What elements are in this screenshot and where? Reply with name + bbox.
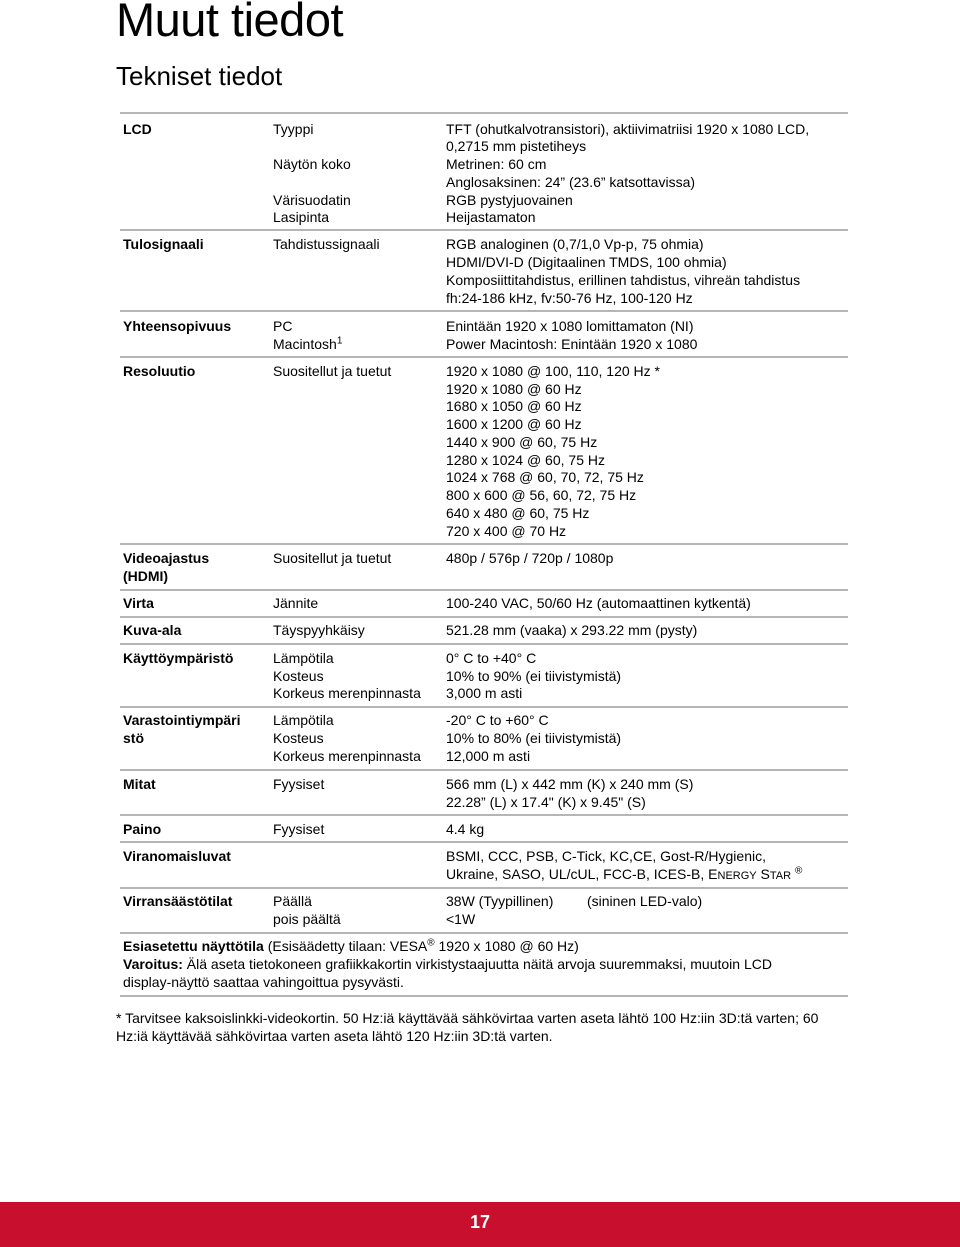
spec-label-weight: Paino [123,821,162,837]
spec-sublabel-temperature: Lämpötila [273,712,334,728]
footnote: * Tarvitsee kaksoislinkki-videokortin. 50 Hz:iä käyttävää sähkövirtaa varten aseta lähtö 100 Hz:iin 3D:tä varten; 60 [116,1010,819,1026]
footnote-cont: Hz:iä käyttävää sähkövirtaa varten aseta lähtö 120 Hz:iin 3D:tä varten. [116,1028,553,1044]
spec-label-compat: Yhteensopivuus [123,318,232,334]
spec-label-resolution: Resoluutio [123,363,196,379]
spec-sublabel-sync: Tahdistussignaali [273,236,380,252]
row-divider [120,616,848,618]
spec-value-input-line: HDMI/DVI-D (Digitaalinen TMDS, 100 ohmia) [446,254,727,270]
row-divider [120,706,848,708]
resolution-mode: 1920 x 1080 @ 60 Hz [446,381,582,397]
spec-value-altitude: 12,000 m asti [446,748,531,764]
spec-label-display-area: Kuva-ala [123,622,182,638]
page-number: 17 [469,1212,491,1232]
resolution-mode: 1920 x 1080 @ 100, 110, 120 Hz * [446,363,660,379]
resolution-mode: 1440 x 900 @ 60, 75 Hz [446,434,598,450]
resolution-mode: 720 x 400 @ 70 Hz [446,523,567,539]
spec-value-power: 100-240 VAC, 50/60 Hz (automaattinen kytkentä) [446,595,751,611]
spec-value-dimensions-in: 22.28” (L) x 17.4" (K) x 9.45" (S) [446,794,646,810]
spec-value-mac: Power Macintosh: Enintään 1920 x 1080 [446,336,698,352]
row-divider [120,643,848,645]
spec-value-on-note: (sininen LED-valo) [587,893,703,909]
spec-value-display-area: 521.28 mm (vaaka) x 293.22 mm (pysty) [446,622,698,638]
spec-value-regulations-1: BSMI, CCC, PSB, C-Tick, KC,CE, Gost-R/Hygienic, [446,848,766,864]
spec-value-filter: RGB pystyjuovainen [446,192,573,208]
row-divider [120,841,848,843]
spec-sublabel-recommended: Suositellut ja tuetut [273,550,392,566]
spec-sublabel-type: Tyyppi [273,121,314,137]
row-divider [120,543,848,545]
spec-label-video-timing: Videoajastus [123,550,210,566]
spec-label-dimensions: Mitat [123,776,156,792]
resolution-mode: 800 x 600 @ 56, 60, 72, 75 Hz [446,487,637,503]
row-divider [120,887,848,889]
spec-value-off: <1W [446,911,476,927]
spec-value-humidity: 10% to 90% (ei tiivistymistä) [446,668,622,684]
spec-sublabel-on: Päällä [273,893,312,909]
resolution-mode: 1280 x 1024 @ 60, 75 Hz [446,452,605,468]
spec-label-lcd: LCD [123,121,152,137]
spec-value-pc: Enintään 1920 x 1080 lomittamaton (NI) [446,318,694,334]
spec-sublabel-physical: Fyysiset [273,821,325,837]
row-divider [120,769,848,771]
spec-label-regulations: Viranomaisluvat [123,848,231,864]
row-divider [120,356,848,358]
spec-sublabel-mac: Macintosh$^1$ [273,335,343,352]
spec-label-storage-2: stö [123,730,144,746]
spec-value-on: 38W (Tyypillinen) [446,893,554,909]
spec-sublabel-filter: Värisuodatin [273,192,351,208]
row-divider [120,229,848,231]
spec-value-temperature: 0° C to +40° C [446,650,537,666]
resolution-mode: 1024 x 768 @ 60, 70, 72, 75 Hz [446,469,644,485]
spec-value-weight: 4.4 kg [446,821,485,837]
spec-sublabel-full-scan: Täyspyyhkäisy [273,622,365,638]
spec-value-size-2: Anglosaksinen: 24” (23.6” katsottavissa) [446,174,696,190]
resolution-mode: 1680 x 1050 @ 60 Hz [446,398,582,414]
spec-sublabel-humidity: Kosteus [273,668,324,684]
spec-sublabel-voltage: Jännite [273,595,319,611]
spec-value-input-line: Komposiittitahdistus, erillinen tahdistus, vihreän tahdistus [446,272,801,288]
spec-value-regulations-2: Ukraine, SASO, UL/cUL, FCC-B, ICES-B, ENERGY STAR ® [446,865,803,882]
spec-value-type-2: 0,2715 mm pistetiheys [446,138,587,154]
page-title: Muut tiedot [116,0,344,46]
spec-sublabel-off: pois päältä [273,911,341,927]
row-divider [120,589,848,591]
spec-sublabel-altitude: Korkeus merenpinnasta [273,748,421,764]
section-title: Tekniset tiedot [116,61,283,91]
warning-note-cont: display-näyttö saattaa vahingoittua pysyvästi. [123,974,404,990]
warning-note: Varoitus: Älä aseta tietokoneen grafiikkakortin virkistystaajuutta näitä arvoja suuremmaksi, muutoin LCD [123,956,772,972]
spec-label-power-saving: Virransäästötilat [123,893,233,909]
spec-sublabel-physical: Fyysiset [273,776,325,792]
spec-label-storage: Varastointiympäri [123,712,241,728]
spec-sublabel-altitude: Korkeus merenpinnasta [273,685,421,701]
row-divider [120,310,848,312]
row-divider [120,814,848,816]
spec-label-video-timing-2: (HDMI) [123,568,169,584]
spec-label-power: Virta [123,595,154,611]
spec-sublabel-pc: PC [273,318,293,334]
spec-value-size-1: Metrinen: 60 cm [446,156,547,172]
spec-label-operating: Käyttöympäristö [123,650,234,666]
spec-value-altitude: 3,000 m asti [446,685,523,701]
spec-value-input-line: RGB analoginen (0,7/1,0 Vp-p, 75 ohmia) [446,236,704,252]
spec-sublabel-size: Näytön koko [273,156,351,172]
footnote-marker: 1 [336,335,343,347]
notes-bottom-rule [120,995,848,997]
spec-label-input: Tulosignaali [123,236,204,252]
spec-value-type-1: TFT (ohutkalvotransistori), aktiivimatriisi 1920 x 1080 LCD, [446,121,810,137]
energy-star-mark: ENERGY STAR ® [708,865,803,882]
spec-sublabel-temperature: Lämpötila [273,650,334,666]
spec-value-input-line: fh:24-186 kHz, fv:50-76 Hz, 100-120 Hz [446,290,693,306]
resolution-mode: 1600 x 1200 @ 60 Hz [446,416,582,432]
spec-value-humidity: 10% to 80% (ei tiivistymistä) [446,730,622,746]
table-top-rule [120,112,848,114]
spec-value-surface: Heijastamaton [446,209,536,225]
spec-value-temperature: -20° C to +60° C [446,712,549,728]
spec-sublabel-recommended: Suositellut ja tuetut [273,363,392,379]
spec-sublabel-humidity: Kosteus [273,730,324,746]
preset-mode-note: Esiasetettu näyttötila (Esisäädetty tilaan: VESA® 1920 x 1080 @ 60 Hz) [123,937,579,954]
spec-value-dimensions-mm: 566 mm (L) x 442 mm (K) x 240 mm (S) [446,776,694,792]
spec-value-video-timing: 480p / 576p / 720p / 1080p [446,550,614,566]
resolution-mode: 640 x 480 @ 60, 75 Hz [446,505,590,521]
spec-sublabel-surface: Lasipinta [273,209,330,225]
table-bottom-rule [120,932,848,934]
